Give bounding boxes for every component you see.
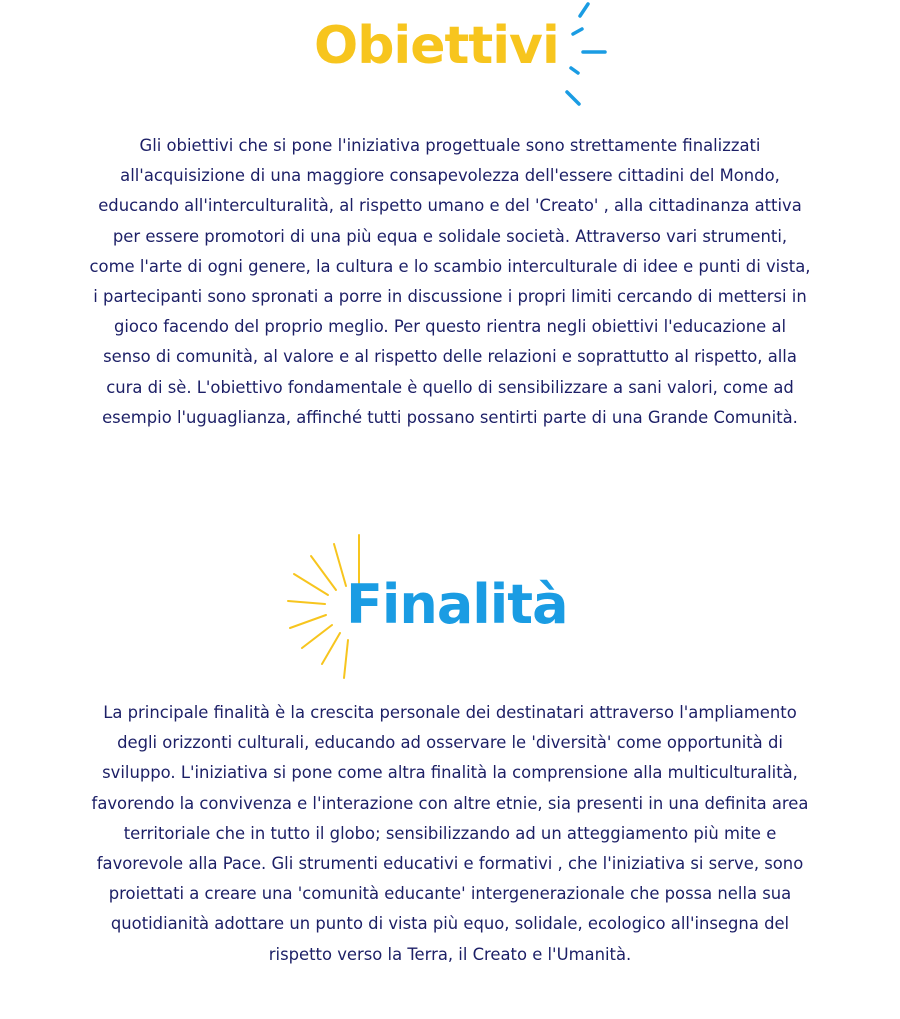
finalita-line: territoriale che in tutto il globo; sensibilizzando ad un atteggiamento più mite e <box>123 823 777 843</box>
obiettivi-line: educando all'interculturalità, al rispetto umano e del 'Creato' , alla cittadinanza attiva <box>98 196 802 216</box>
obiettivi-line: cura di sè. L'obiettivo fondamentale è quello di sensibilizzare a sani valori, come ad <box>106 377 794 397</box>
obiettivi-paragraph <box>0 131 900 433</box>
obiettivi-line: senso di comunità, al valore e al rispetto delle relazioni e soprattutto al rispetto, alla <box>103 347 797 367</box>
finalita-line: rispetto verso la Terra, il Creato e l'Umanità. <box>268 944 632 964</box>
finalita-line: favorevole alla Pace. Gli strumenti educativi e formativi , che l'iniziativa si serve, sono <box>96 854 804 874</box>
burst-lines-icon <box>560 0 620 112</box>
finalita-title: Finalità <box>346 573 568 636</box>
finalita-line: sviluppo. L'iniziativa si pone come altra finalità la comprensione alla multiculturalità, <box>102 763 798 783</box>
finalita-line: La principale finalità è la crescita personale dei destinatari attraverso l'ampliamento <box>103 703 797 722</box>
finalita-line: favorendo la convivenza e l'interazione con altre etnie, sia presenti in una definita area <box>91 793 809 813</box>
finalita-line: quotidianità adottare un punto di vista più equo, solidale, ecologico all'insegna del <box>110 914 790 934</box>
obiettivi-line: all'acquisizione di una maggiore consapevolezza dell'essere cittadini del Mondo, <box>120 166 780 186</box>
obiettivi-line: esempio l'uguaglianza, affinché tutti possano sentirti parte di una Grande Comunità. <box>102 407 798 427</box>
obiettivi-line: per essere promotori di una più equa e solidale società. Attraverso vari strumenti, <box>112 226 788 246</box>
obiettivi-title: Obiettivi <box>314 16 559 76</box>
finalita-line: degli orizzonti culturali, educando ad osservare le 'diversità' come opportunità di <box>117 733 783 753</box>
obiettivi-line: gioco facendo del proprio meglio. Per questo rientra negli obiettivi l'educazione al <box>113 317 787 337</box>
finalita-line: proiettati a creare una 'comunità educante' intergenerazionale che possa nella sua <box>108 884 792 904</box>
obiettivi-line: come l'arte di ogni genere, la cultura e lo scambio interculturale di idee e punti di vista, <box>89 256 811 276</box>
obiettivi-line: Gli obiettivi che si pone l'iniziativa progettuale sono strettamente finalizzati <box>139 136 761 155</box>
obiettivi-line: i partecipanti sono spronati a porre in discussione i propri limiti cercando di mettersi in <box>93 287 807 307</box>
finalita-paragraph <box>0 698 900 970</box>
